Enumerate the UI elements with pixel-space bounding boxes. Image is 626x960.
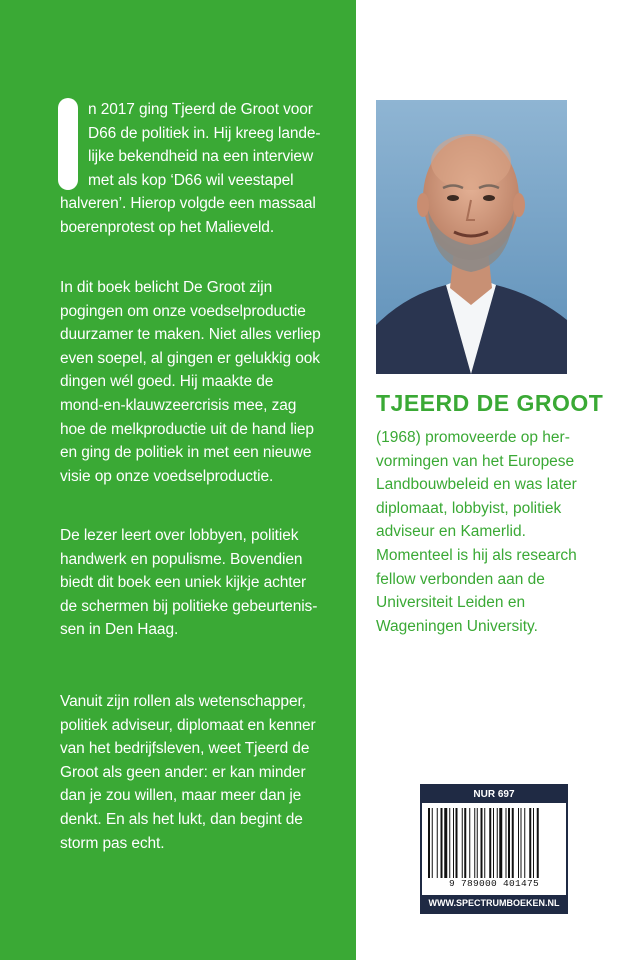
blurb-line: denkt. En als het lukt, dan begint de (60, 810, 303, 828)
blurb-line: De lezer leert over lobbyen, politiek (60, 527, 299, 544)
barcode-stripe (453, 808, 454, 878)
barcode-stripe (449, 808, 450, 878)
blurb-line: In dit boek belicht De Groot zijn (60, 279, 273, 296)
blurb-line: dingen wél goed. Hij maakte de (60, 373, 274, 391)
blurb-line: duurzamer te maken. Niet alles verliep (60, 326, 321, 344)
blurb-line: visie op onze voedselproductie. (60, 467, 274, 485)
blurb-line: mond-en-klauwzeercrisis mee, zag (60, 396, 297, 414)
blurb-line: D66 de politiek in. Hij kreeg lande- (88, 124, 321, 142)
blurb-paragraph-2 (60, 276, 350, 488)
barcode-stripe (518, 808, 519, 878)
bio-line: Wageningen University. (376, 617, 538, 635)
bio-line: Momenteel is hij als research (376, 546, 577, 564)
bio-line: diplomaat, lobbyist, politiek (376, 499, 562, 517)
blurb-line: van het bedrijfsleven, weet Tjeerd de (60, 740, 310, 758)
blurb-line: sen in Den Haag. (60, 621, 179, 639)
barcode-stripe (474, 808, 475, 878)
barcode-stripe (506, 808, 507, 878)
blurb-line: halveren’. Hierop volgde een massaal (60, 195, 316, 213)
blurb-line: biedt dit boek een uniek kijkje achter (60, 574, 307, 592)
barcode-stripe (477, 808, 478, 878)
barcode-stripe (529, 808, 531, 878)
barcode-stripe (437, 808, 438, 878)
barcode-stripe (499, 808, 502, 878)
barcode-stripe (508, 808, 510, 878)
barcode-stripe (444, 808, 447, 878)
blurb-line: storm pas echt. (60, 834, 165, 852)
barcode-stripe (524, 808, 525, 878)
barcode-stripe (512, 808, 514, 878)
blurb-paragraph-3 (60, 524, 350, 642)
barcode-stripe (533, 808, 534, 878)
blurb-line: handwerk en populisme. Bovendien (60, 550, 303, 568)
bio-line: (1968) promoveerde op her- (376, 429, 570, 446)
author-bio (376, 426, 616, 638)
blurb-paragraph-1 (60, 98, 350, 240)
blurb-paragraph-4 (60, 690, 350, 855)
blurb-line: n 2017 ging Tjeerd de Groot voor (88, 101, 313, 118)
barcode-stripe (441, 808, 443, 878)
blurb-line: lijke bekendheid na een interview (88, 148, 314, 166)
bio-line: Universiteit Leiden en (376, 594, 526, 612)
barcode-stripe (464, 808, 466, 878)
bio-line: Landbouwbeleid en was later (376, 476, 577, 494)
barcode-block (420, 784, 568, 914)
publisher-website: WWW.SPECTRUMBOEKEN.NL (422, 895, 566, 912)
bio-line: adviseur en Kamerlid. (376, 523, 526, 541)
barcode-stripe (497, 808, 498, 878)
barcode-stripe (537, 808, 539, 878)
bio-line: fellow verbonden aan de (376, 570, 545, 588)
blurb-line: en ging de politiek in met een nieuwe (60, 444, 312, 462)
barcode-stripe (493, 808, 494, 878)
isbn-number: 9 789000 401475 (448, 878, 539, 889)
barcode-icon (428, 808, 560, 878)
barcode-stripe (428, 808, 430, 878)
nur-code: NUR 697 (422, 786, 566, 803)
barcode-stripe (489, 808, 491, 878)
blurb-line: met als kop ‘D66 wil veestapel (88, 171, 294, 189)
blurb-line: pogingen om onze voedselproductie (60, 302, 306, 320)
blurb-line: de schermen bij politieke gebeurtenis- (60, 597, 318, 615)
barcode-stripe (469, 808, 470, 878)
blurb-line: even soepel, al gingen er gelukkig ook (60, 349, 320, 367)
barcode-stripe (521, 808, 522, 878)
barcode-stripe (456, 808, 458, 878)
barcode-stripe (432, 808, 433, 878)
bio-line: vormingen van het Europese (376, 452, 575, 470)
blurb-line: Vanuit zijn rollen als wetenschapper, (60, 693, 306, 710)
blurb-line: boerenprotest op het Malieveld. (60, 218, 275, 236)
blurb-line: politiek adviseur, diplomaat en kenner (60, 716, 316, 734)
blurb-line: dan je zou willen, maar meer dan je (60, 787, 302, 805)
barcode-stripe (462, 808, 463, 878)
author-portrait-illustration (376, 100, 567, 374)
author-photo (376, 100, 567, 374)
author-name: TJEERD DE GROOT (376, 390, 604, 416)
barcode-stripe (484, 808, 485, 878)
barcode-stripe (481, 808, 483, 878)
blurb-line: Groot als geen ander: er kan minder (60, 763, 306, 781)
blurb-line: hoe de melkproductie uit de hand liep (60, 420, 314, 438)
